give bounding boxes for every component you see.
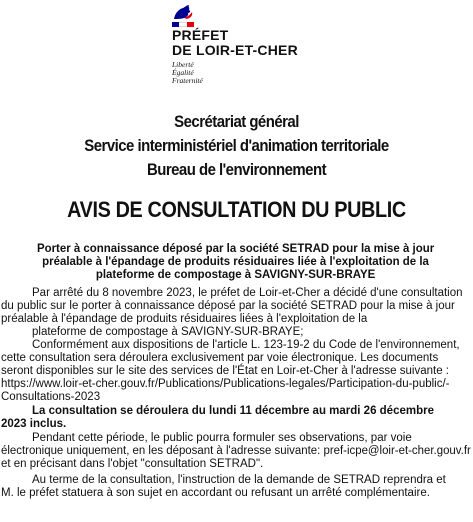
consultation-dates-line: La consultation se déroulera du lundi 11 décembre au mardi 26 décembre	[32, 405, 434, 417]
heading-service: Service interministériel d'animation territoriale	[84, 136, 389, 155]
body-line: préalable à l'épandage de produits résiduaires liées à l'exploitation de la	[1, 313, 368, 325]
heading-bureau: Bureau de l'environnement	[146, 160, 327, 179]
body-line: https://www.loir-et-cher.gouv.fr/Publications/Publications-legales/Participation-du-public/-	[1, 378, 450, 390]
body-line: Au terme de la consultation, l'instruction de la demande de SETRAD reprendra et	[32, 474, 446, 486]
body-line: seront disponibles sur le site des services de l'État en Loir-et-Cher à l'adresse suivante :	[1, 365, 450, 377]
body-line: du public sur le porter à connaissance déposé par la société SETRAD pour la mise à jour	[1, 300, 455, 312]
subject-line: Porter à connaissance déposé par la société SETRAD pour la mise à jour	[36, 243, 435, 255]
body-line: plateforme de compostage à SAVIGNY-SUR-BRAYE;	[32, 326, 304, 338]
body-line: électronique uniquement, en les déposant à l'adresse suivante: pref-icpe@loir-et-cher.gouv.fr	[1, 445, 471, 457]
heading-secretariat: Secrétariat général	[174, 112, 299, 131]
body-line: cette consultation sera déroulera exclusivement par voie électronique. Les documents	[1, 352, 439, 364]
logo-line-1: PRÉFET	[172, 27, 229, 43]
consultation-dates-line: 2023 inclus.	[1, 418, 67, 430]
notice-title: AVIS DE CONSULTATION DU PUBLIC	[67, 197, 406, 222]
subject-line: préalable à l'épandage de produits résiduaires liée à l'exploitation de la	[42, 256, 429, 268]
body-line: M. le préfet statuera à son sujet en accordant ou refusant un arrêté complémentaire.	[1, 487, 430, 499]
subject-line: plateforme de compostage à SAVIGNY-SUR-BRAYE	[95, 269, 376, 281]
body-line: Conformément aux dispositions de l'article L. 123-19-2 du Code de l'environnement,	[32, 339, 460, 351]
prefecture-logo	[172, 4, 322, 90]
marianne-icon	[172, 4, 194, 20]
body-line: et en précisant dans l'objet "consultation SETRAD".	[1, 458, 264, 470]
logo-line-2: DE LOIR-ET-CHER	[172, 42, 298, 58]
motto-egalite: Égalité	[172, 68, 194, 77]
body-line: Par arrêté du 8 novembre 2023, le préfet de Loir-et-Cher a décidé d'une consultation	[32, 287, 463, 299]
motto-fraternite: Fraternité	[172, 76, 203, 85]
motto-liberte: Liberté	[172, 60, 194, 69]
body-line: Pendant cette période, le public pourra formuler ses observations, par voie	[32, 432, 412, 444]
body-line: Consultations-2023	[1, 391, 101, 403]
